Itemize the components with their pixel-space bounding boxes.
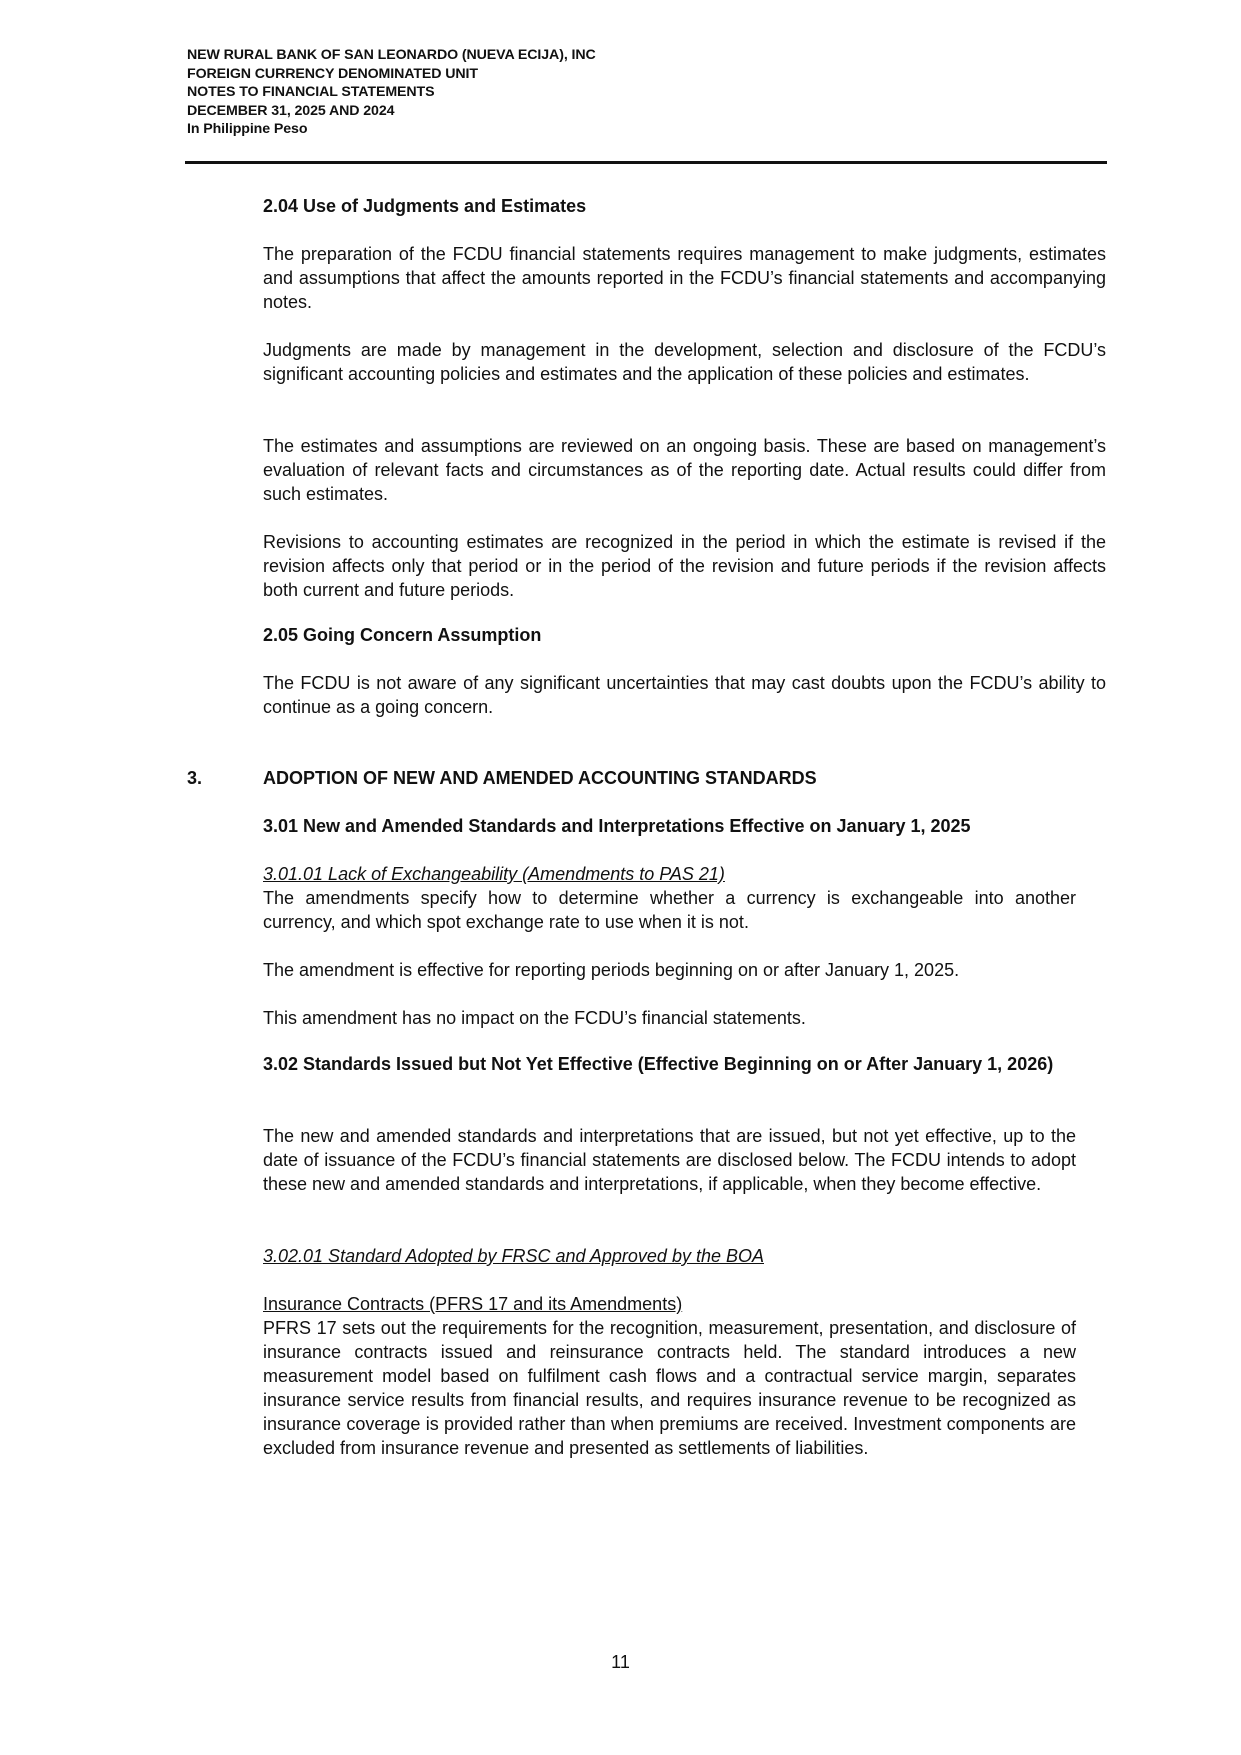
section-3-02-01-heading: 3.02.01 Standard Adopted by FRSC and Approved by the BOA <box>263 1246 764 1266</box>
section-3-title: ADOPTION OF NEW AND AMENDED ACCOUNTING STANDARDS <box>263 768 817 788</box>
document-header <box>187 46 596 139</box>
section-3-01-01-paragraph-1: The amendments specify how to determine whether a currency is exchangeable into another currency, and which spot exchange rate to use when it is not. <box>263 888 1076 932</box>
section-2-04-paragraph-2: Judgments are made by management in the development, selection and disclosure of the FCDU’s significant accounting policies and estimates and the application of these policies and estimates. <box>263 340 1106 384</box>
currency-note: In Philippine Peso <box>187 121 308 138</box>
insurance-contracts-paragraph: PFRS 17 sets out the requirements for the recognition, measurement, presentation, and disclosure of insurance contracts issued and reinsurance contracts held. The standard introduces a new measurement model based on fulfilment cash flows and a contractual service margin, separates insurance service results from financial results, and requires insurance revenue to be recognized as insurance coverage is provided rather than when premiums are received. Investment components are excluded from insurance revenue and presented as settlements of liabilities. <box>263 1318 1076 1458</box>
document-title: NOTES TO FINANCIAL STATEMENTS <box>187 84 435 101</box>
section-3-02-paragraph: The new and amended standards and interpretations that are issued, but not yet effective, up to the date of issuance of the FCDU’s financial statements are disclosed below. The FCDU intends to adopt these new and amended standards and interpretations, if applicable, when they become effective. <box>263 1126 1076 1194</box>
section-2-04-paragraph-1: The preparation of the FCDU financial statements requires management to make judgments, estimates and assumptions that affect the amounts reported in the FCDU’s financial statements and accompanying notes. <box>263 244 1106 312</box>
section-2-05-heading: 2.05 Going Concern Assumption <box>263 625 542 645</box>
section-3-01-01-paragraph-2: The amendment is effective for reporting periods beginning on or after January 1, 2025. <box>263 960 960 980</box>
section-2-04-heading: 2.04 Use of Judgments and Estimates <box>263 196 587 216</box>
section-2-04-paragraph-4: Revisions to accounting estimates are recognized in the period in which the estimate is revised if the revision affects only that period or in the period of the revision and future periods if the revision affects both current and future periods. <box>263 532 1106 600</box>
section-3-01-01-paragraph-3: This amendment has no impact on the FCDU’s financial statements. <box>263 1008 806 1028</box>
section-3-number: 3. <box>187 768 203 788</box>
bank-name: NEW RURAL BANK OF SAN LEONARDO (NUEVA ECIJA), INC <box>187 47 596 63</box>
section-3-02-heading: 3.02 Standards Issued but Not Yet Effective (Effective Beginning on or After January 1, 2026) <box>263 1054 1054 1074</box>
insurance-contracts-heading: Insurance Contracts (PFRS 17 and its Amendments) <box>263 1294 683 1314</box>
page-number: 11 <box>611 1652 630 1672</box>
section-2-05-paragraph: The FCDU is not aware of any significant uncertainties that may cast doubts upon the FCDU’s ability to continue as a going concern. <box>263 673 1106 717</box>
section-2-04-paragraph-3: The estimates and assumptions are reviewed on an ongoing basis. These are based on management’s evaluation of relevant facts and circumstances as of the reporting date. Actual results could differ from such estimates. <box>263 436 1106 504</box>
header-divider <box>185 161 1107 164</box>
unit-name: FOREIGN CURRENCY DENOMINATED UNIT <box>187 65 478 82</box>
section-3-01-01-heading: 3.01.01 Lack of Exchangeability (Amendments to PAS 21) <box>263 864 725 884</box>
section-3-01-heading: 3.01 New and Amended Standards and Interpretations Effective on January 1, 2025 <box>263 816 971 836</box>
period-date: DECEMBER 31, 2025 AND 2024 <box>187 102 395 119</box>
